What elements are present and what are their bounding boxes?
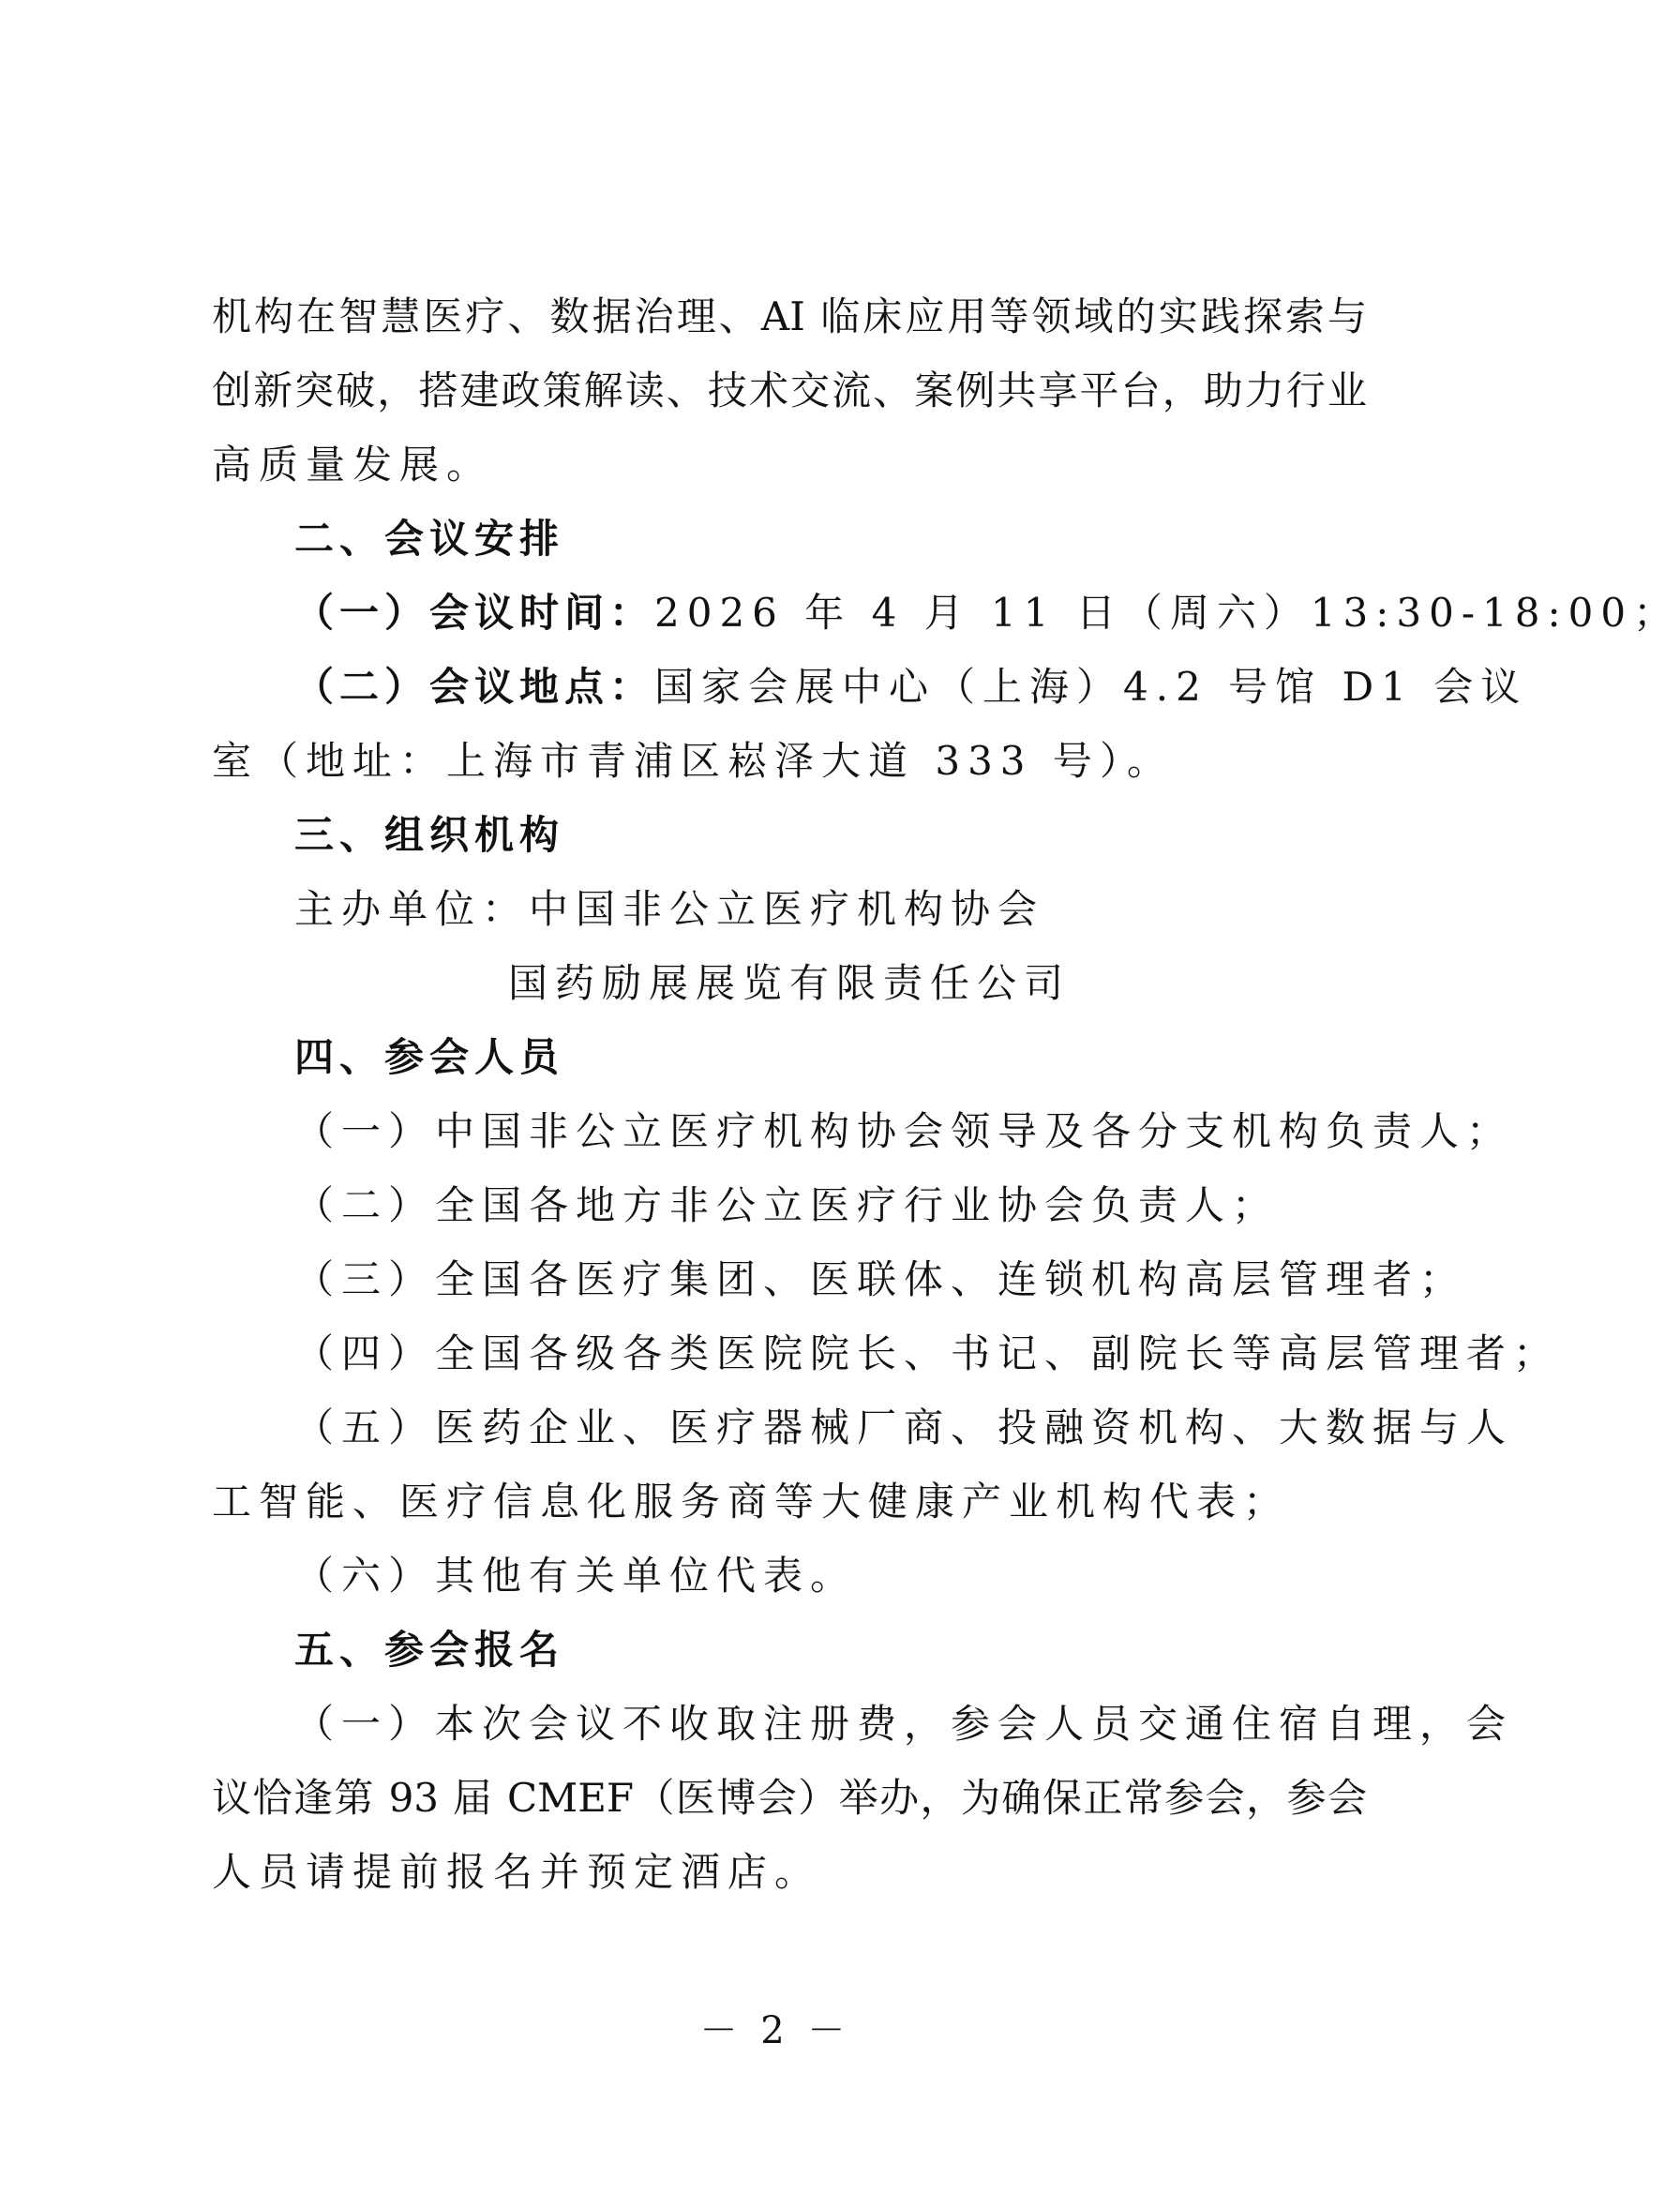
attendee-item-3: （三）全国各医疗集团、医联体、连锁机构高层管理者； bbox=[294, 1256, 1467, 1302]
intro-line-2: 创新突破，搭建政策解读、技术交流、案例共享平台，助力行业 bbox=[212, 368, 1367, 413]
host-organizer-1: 主办单位：中国非公立医疗机构协会 bbox=[294, 886, 1045, 932]
attendee-item-5: （五）医药企业、医疗器械厂商、投融资机构、大数据与人 bbox=[294, 1404, 1514, 1450]
section-5-title: 五、参会报名 bbox=[294, 1627, 565, 1673]
meeting-time bbox=[212, 576, 1680, 650]
registration-line-3: 人员请提前报名并预定酒店。 bbox=[212, 1849, 822, 1895]
intro-line-1: 机构在智慧医疗、数据治理、AI 临床应用等领域的实践探索与 bbox=[212, 293, 1367, 339]
attendee-item-2: （二）全国各地方非公立医疗行业协会负责人； bbox=[294, 1182, 1280, 1228]
intro-line-3: 高质量发展。 bbox=[212, 442, 494, 488]
host-organizer-2: 国药励展展览有限责任公司 bbox=[508, 960, 1072, 1006]
section-4-title: 四、参会人员 bbox=[294, 1034, 565, 1080]
meeting-venue-value: 国家会展中心（上海）4.2 号馆 D1 会议 bbox=[654, 664, 1528, 710]
page-number: － 2 － bbox=[699, 2009, 851, 2052]
meeting-venue bbox=[212, 650, 1528, 724]
meeting-venue-label: （二）会议地点： bbox=[294, 664, 655, 710]
attendee-item-4: （四）全国各级各类医院院长、书记、副院长等高层管理者； bbox=[294, 1330, 1561, 1376]
attendee-item-5-continued: 工智能、医疗信息化服务商等大健康产业机构代表； bbox=[212, 1479, 1291, 1525]
meeting-venue-continued: 室（地址：上海市青浦区崧泽大道 333 号）。 bbox=[212, 738, 1174, 784]
section-2-title: 二、会议安排 bbox=[294, 516, 565, 562]
registration-line-1: （一）本次会议不收取注册费，参会人员交通住宿自理，会 bbox=[294, 1701, 1514, 1747]
meeting-time-value: 2026 年 4 月 11 日（周六）13:30-18:00； bbox=[654, 590, 1680, 636]
document-body bbox=[212, 279, 1680, 1909]
attendee-item-6: （六）其他有关单位代表。 bbox=[294, 1553, 858, 1599]
attendee-item-1: （一）中国非公立医疗机构协会领导及各分支机构负责人； bbox=[294, 1108, 1514, 1154]
registration-line-2: 议恰逢第 93 届 CMEF（医博会）举办，为确保正常参会，参会 bbox=[212, 1775, 1367, 1821]
meeting-time-label: （一）会议时间： bbox=[294, 590, 655, 636]
section-3-title: 三、组织机构 bbox=[294, 812, 565, 858]
